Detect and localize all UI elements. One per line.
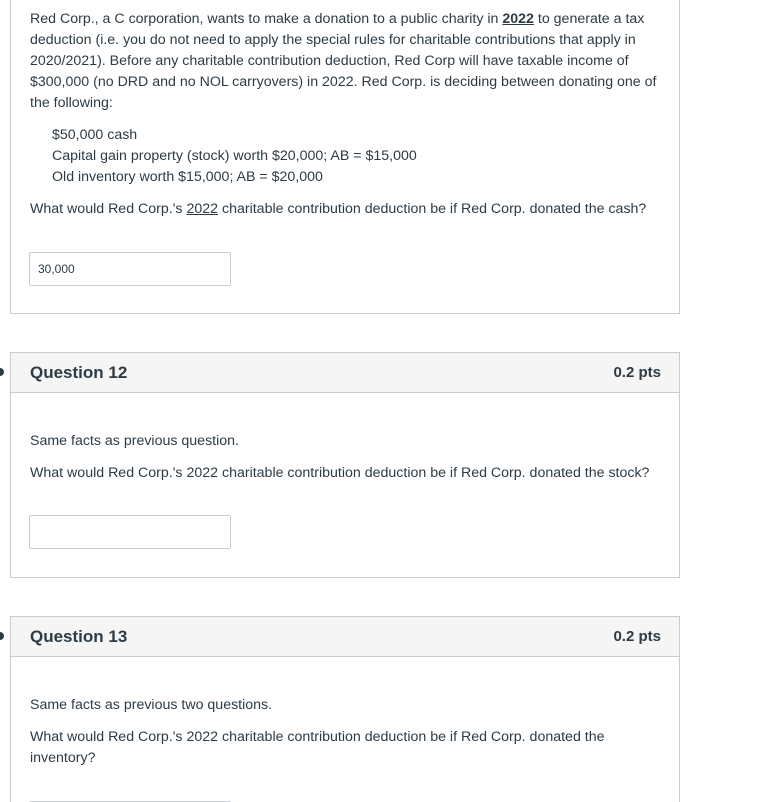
question-12-card [10,352,680,578]
intro-year: 2022 [502,11,534,27]
option-stock: Capital gain property (stock) worth $20,000; AB = $15,000 [52,148,417,164]
intro-text-start: Red Corp., a C corporation, wants to make a donation to a public charity in [30,11,503,27]
question-13-header [11,617,679,657]
question-12-prompt: What would Red Corp.'s 2022 charitable contribution deduction be if Red Corp. donated the stock? [30,465,650,481]
option-inventory: Old inventory worth $15,000; AB = $20,000 [52,169,323,185]
prompt-text-start: What would Red Corp.'s [30,201,187,217]
question-13-title: Question 13 [30,627,128,646]
question-13-line-1: Same facts as previous two questions. [30,697,273,713]
question-12-title: Question 12 [30,363,128,382]
question-13-points: 0.2 pts [613,628,661,645]
question-12-nav-marker [0,368,4,376]
prompt-year: 2022 [186,201,219,217]
question-13-card [10,616,680,802]
question-13-prompt: What would Red Corp.'s 2022 charitable contribution deduction be if Red Corp. donated the inventory? [30,729,605,766]
question-12-points: 0.2 pts [613,364,661,381]
intro-text-end: to generate a tax deduction (i.e. you do not need to apply the special rules for charitable contributions that apply in 2020/2021). Before any charitable contribution deduction, Red Corp will have taxable income of $300,000 (no DRD and no NOL carryovers) in 2022. Red Corp. is deciding between donating one of the following: [30,11,657,111]
question-11-prompt [30,199,662,220]
question-12-answer-input[interactable] [29,515,231,549]
question-13-nav-marker [0,632,4,640]
prompt-text-end: charitable contribution deduction be if Red Corp. donated the cash? [218,201,647,217]
question-11-answer-input[interactable] [29,252,231,286]
question-12-header [11,353,679,393]
question-11-intro [30,9,662,114]
question-12-line-1: Same facts as previous question. [30,433,239,449]
option-cash: $50,000 cash [52,127,138,143]
question-11-card [10,0,680,314]
